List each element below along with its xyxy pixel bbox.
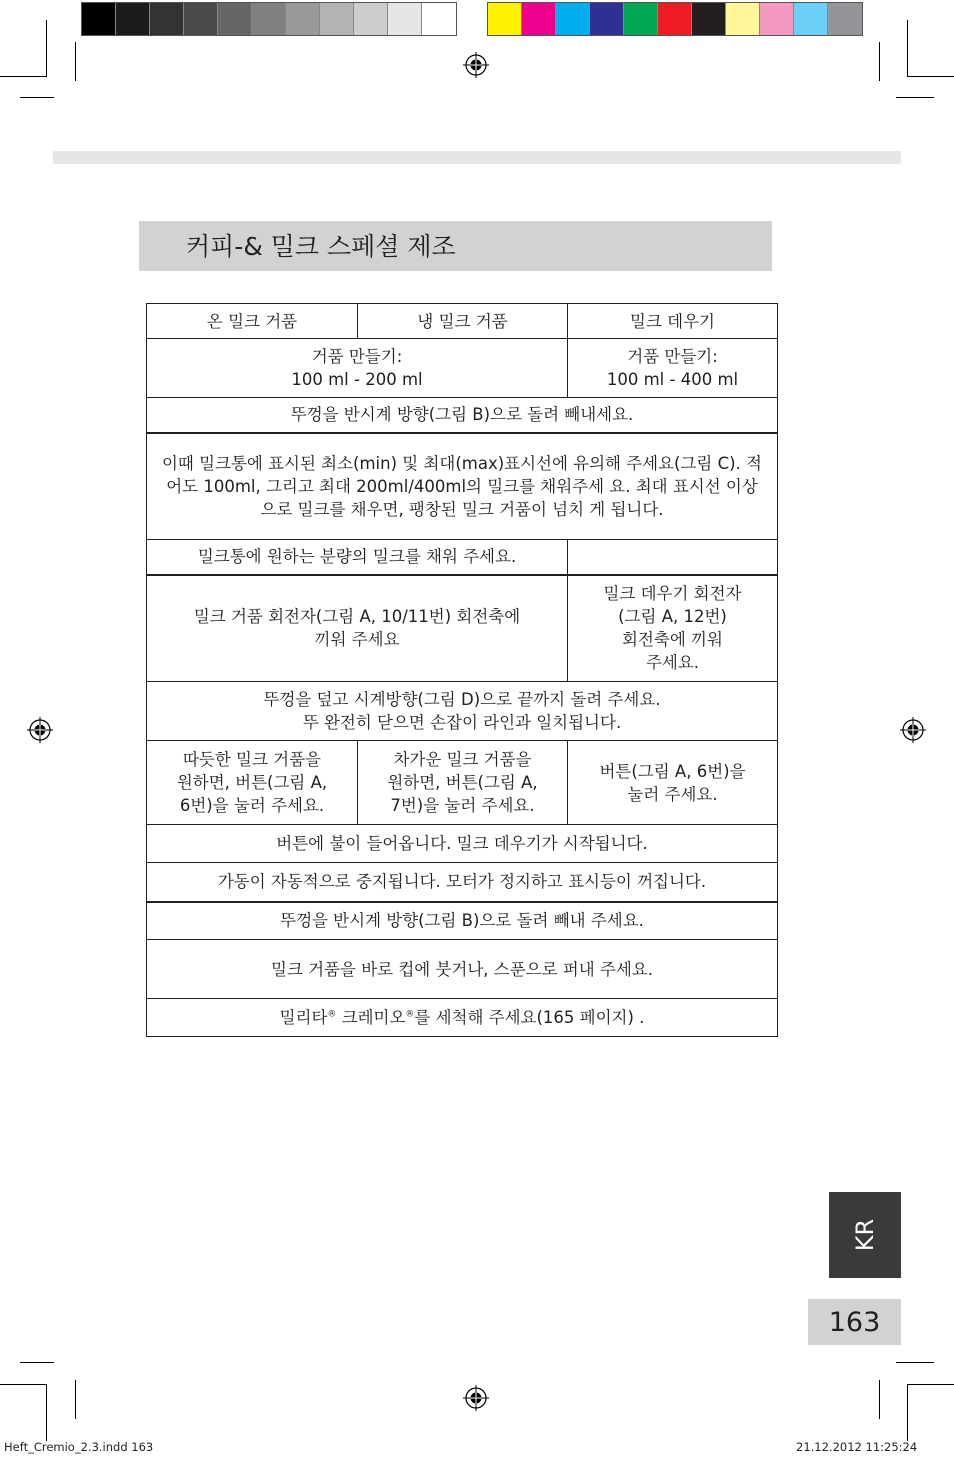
- registration-mark-icon: [27, 717, 53, 743]
- crop-mark: [75, 1380, 76, 1419]
- empty-cell: [568, 540, 778, 575]
- header-warm-froth: 온 밀크 거품: [147, 304, 358, 339]
- step-remove-lid-2: 뚜껑을 반시계 방향(그림 B)으로 돌려 빼내 주세요.: [147, 902, 778, 940]
- step-froth-whisk: 밀크 거품 회전자(그림 A, 10/11번) 회전축에 끼워 주세요: [147, 575, 568, 682]
- footer-file: Heft_Cremio_2.3.indd 163: [4, 1440, 154, 1454]
- table-row: [147, 940, 778, 999]
- crop-mark: [907, 1384, 954, 1385]
- crop-mark: [75, 42, 76, 81]
- crop-mark: [0, 76, 47, 77]
- crop-mark: [907, 1384, 908, 1441]
- color-swatch: [692, 3, 726, 35]
- language-tab-label: KR: [851, 1218, 879, 1252]
- color-swatch: [556, 3, 590, 35]
- table-row: [147, 575, 778, 682]
- color-swatch: [726, 3, 760, 35]
- crop-mark: [896, 1362, 934, 1363]
- step-button-heat: 버튼(그림 A, 6번)을 눌러 주세요.: [568, 741, 778, 825]
- table-row: [147, 999, 778, 1037]
- color-swatch: [82, 3, 116, 35]
- crop-mark: [20, 97, 54, 98]
- page-number: 163: [808, 1299, 901, 1345]
- header-cold-froth: 냉 밀크 거품: [358, 304, 568, 339]
- step-button-cold: 차가운 밀크 거품을 원하면, 버튼(그림 A, 7번)을 눌러 주세요.: [358, 741, 568, 825]
- step-heat-whisk: 밀크 데우기 회전자 (그림 A, 12번) 회전축에 끼워 주세요.: [568, 575, 778, 682]
- step-light-on: 버튼에 불이 들어옵니다. 밀크 데우기가 시작됩니다.: [147, 825, 778, 863]
- color-swatch: [286, 3, 320, 35]
- crop-mark: [907, 20, 908, 77]
- color-swatch: [150, 3, 184, 35]
- language-tab: [829, 1192, 901, 1278]
- crop-mark: [46, 20, 47, 77]
- color-swatch: [760, 3, 794, 35]
- heat-amount-cell: 거품 만들기: 100 ml - 400 ml: [568, 339, 778, 398]
- registered-mark: ®: [327, 1009, 337, 1020]
- crop-mark: [879, 42, 880, 81]
- crop-mark: [879, 1380, 880, 1419]
- color-swatch: [590, 3, 624, 35]
- color-swatch: [252, 3, 286, 35]
- color-swatch: [794, 3, 828, 35]
- color-swatch: [320, 3, 354, 35]
- color-swatch: [354, 3, 388, 35]
- step-markings: 이때 밀크통에 표시된 최소(min) 및 최대(max)표시선에 유의해 주세요(그림 C). 적어도 100ml, 그리고 최대 200ml/400ml의 밀크를 채워주세 요. 최대 표시선 이상으로 밀크를 채우면, 팽창된 밀크 거품이 넘치 게 됩니다.: [147, 433, 778, 540]
- color-swatch: [828, 3, 862, 35]
- froth-amount-cell: 거품 만들기: 100 ml - 200 ml: [147, 339, 568, 398]
- color-swatch: [388, 3, 422, 35]
- table-row: [147, 398, 778, 433]
- color-swatch: [218, 3, 252, 35]
- color-swatch: [658, 3, 692, 35]
- color-swatch: [422, 3, 456, 35]
- table-row: [147, 540, 778, 575]
- crop-mark: [46, 1384, 47, 1441]
- step-button-warm: 따듯한 밀크 거품을 원하면, 버튼(그림 A, 6번)을 눌러 주세요.: [147, 741, 358, 825]
- color-swatches: [487, 2, 863, 36]
- registration-mark-icon: [463, 52, 489, 78]
- color-swatch: [488, 3, 522, 35]
- step-remove-lid: 뚜껑을 반시계 방향(그림 B)으로 돌려 빼내세요.: [147, 398, 778, 433]
- table-row: [147, 741, 778, 825]
- instruction-table: [146, 303, 778, 1037]
- crop-mark: [907, 76, 954, 77]
- table-row: [147, 304, 778, 339]
- grayscale-swatches: [81, 2, 457, 36]
- color-swatch: [184, 3, 218, 35]
- registered-mark: ®: [405, 1009, 415, 1020]
- color-swatch: [522, 3, 556, 35]
- table-row: [147, 863, 778, 902]
- step-pour: 밀크 거품을 바로 컵에 붓거나, 스푼으로 퍼내 주세요.: [147, 940, 778, 999]
- color-calibration-bar: [81, 2, 873, 36]
- color-swatch: [624, 3, 658, 35]
- registration-mark-icon: [900, 717, 926, 743]
- crop-mark: [896, 97, 934, 98]
- section-title: 커피-& 밀크 스페셜 제조: [139, 221, 772, 271]
- crop-mark: [20, 1362, 54, 1363]
- registration-mark-icon: [463, 1385, 489, 1411]
- table-row: [147, 682, 778, 741]
- table-row: [147, 433, 778, 540]
- step-auto-stop: 가동이 자동적으로 중지됩니다. 모터가 정지하고 표시등이 꺼집니다.: [147, 863, 778, 902]
- header-rule: [53, 151, 901, 164]
- table-row: [147, 902, 778, 940]
- step-close-lid: 뚜껑을 덮고 시계방향(그림 D)으로 끝까지 돌려 주세요. 뚜 완전히 닫으면 손잡이 라인과 일치됩니다.: [147, 682, 778, 741]
- header-heat-milk: 밀크 데우기: [568, 304, 778, 339]
- table-row: [147, 825, 778, 863]
- table-row: [147, 339, 778, 398]
- step-fill-milk: 밀크통에 원하는 분량의 밀크를 채워 주세요.: [147, 540, 568, 575]
- step-clean: 밀리타® 크레미오®를 세척해 주세요(165 페이지) .: [147, 999, 778, 1037]
- color-swatch: [116, 3, 150, 35]
- footer-datetime: 21.12.2012 11:25:24: [796, 1440, 918, 1454]
- crop-mark: [0, 1384, 47, 1385]
